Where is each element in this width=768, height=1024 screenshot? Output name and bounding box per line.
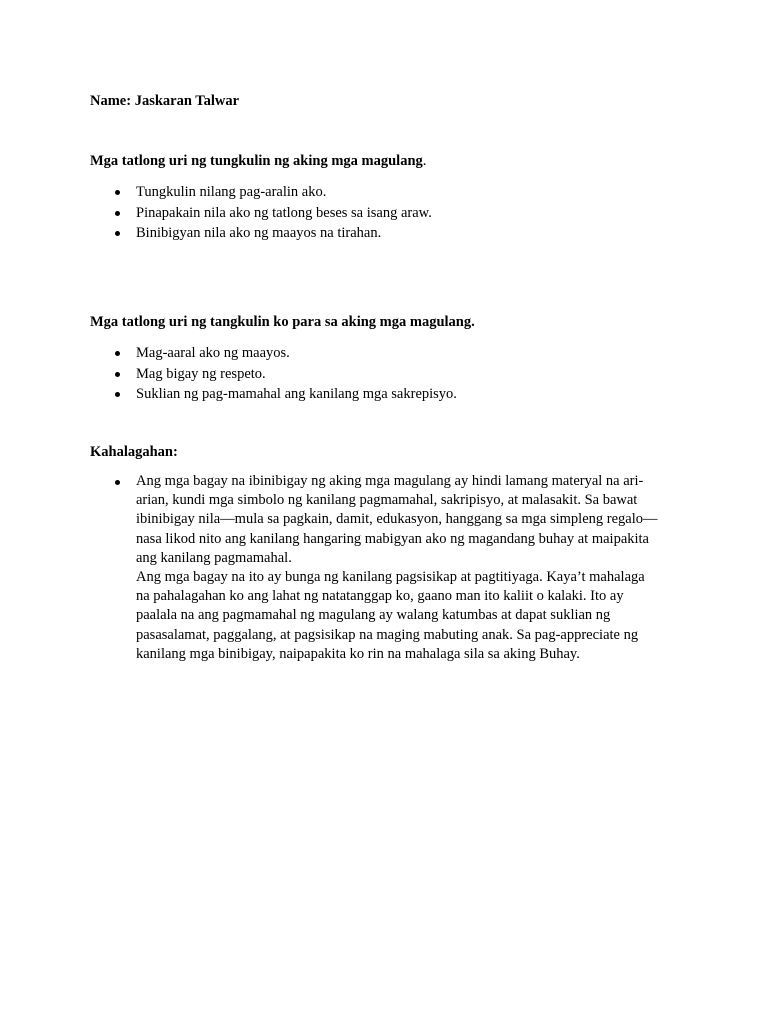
list-item-text: Mag-aaral ako ng maayos. xyxy=(136,345,290,361)
duties-to-parents-heading: Mga tatlong uri ng tangkulin ko para sa aking mga magulang. xyxy=(90,314,475,330)
list-item xyxy=(0,343,457,364)
list-item xyxy=(0,182,432,203)
paragraph-line: Ang mga bagay na ito ay bunga ng kanilang pagsisikap at pagtitiyaga. Kaya’t mahalaga xyxy=(136,569,645,586)
student-name: Name: Jaskaran Talwar xyxy=(90,93,240,109)
list-item xyxy=(0,223,432,244)
bullet-icon xyxy=(115,392,120,397)
paragraph-line: arian, kundi mga simbolo ng kanilang pagmamahal, sakripisyo, at malasakit. Sa bawat xyxy=(136,492,638,509)
bullet-icon xyxy=(115,211,120,216)
duties-of-parents-heading xyxy=(90,152,426,171)
list-item xyxy=(0,364,457,385)
bullet-icon xyxy=(115,351,120,356)
list-item-text: Tungkulin nilang pag-aralin ako. xyxy=(136,184,327,200)
paragraph-line: ibinibigay nila—mula sa pagkain, damit, edukasyon, hanggang sa mga simpleng regalo— xyxy=(136,511,658,528)
bullet-icon xyxy=(115,231,120,236)
paragraph-line: ang kanilang pagmamahal. xyxy=(136,549,292,566)
importance-paragraph xyxy=(136,472,676,664)
paragraph-line: kanilang mga binibigay, naipapakita ko rin na mahalaga sila sa aking Buhay. xyxy=(136,645,580,662)
bullet-icon xyxy=(115,372,120,377)
bullet-icon xyxy=(115,480,120,485)
paragraph-line: pasasalamat, paggalang, at pagsisikap na maging mabuting anak. Sa pag-appreciate ng xyxy=(136,626,639,643)
bullet-icon xyxy=(115,190,120,195)
paragraph-line: na pahalagahan ko ang lahat ng natatanggap ko, gaano man ito kaliit o kalaki. Ito ay xyxy=(136,588,624,605)
duties-of-parents-heading-text: Mga tatlong uri ng tungkulin ng aking mga magulang xyxy=(90,153,423,169)
list-item-text: Mag bigay ng respeto. xyxy=(136,365,266,382)
list-item xyxy=(0,203,432,224)
importance-heading: Kahalagahan: xyxy=(90,444,178,460)
duties-to-parents-list xyxy=(0,343,457,405)
list-item xyxy=(0,384,457,405)
paragraph-line: Ang mga bagay na ibinibigay ng aking mga magulang ay hindi lamang materyal na ari- xyxy=(136,473,644,489)
list-item-text: Pinapakain nila ako ng tatlong beses sa isang araw. xyxy=(136,204,432,221)
duties-of-parents-list xyxy=(0,182,432,244)
list-item-text: Binibigyan nila ako ng maayos na tirahan. xyxy=(136,225,382,241)
paragraph-line: nasa likod nito ang kanilang hangaring mabigyan ako ng magandang buhay at maipakita xyxy=(136,530,649,547)
paragraph-line: paalala na ang pagmamahal ng magulang ay walang katumbas at dapat suklian ng xyxy=(136,607,611,624)
list-item-text: Suklian ng pag-mamahal ang kanilang mga sakrepisyo. xyxy=(136,386,457,402)
duties-of-parents-heading-period: . xyxy=(422,153,427,169)
